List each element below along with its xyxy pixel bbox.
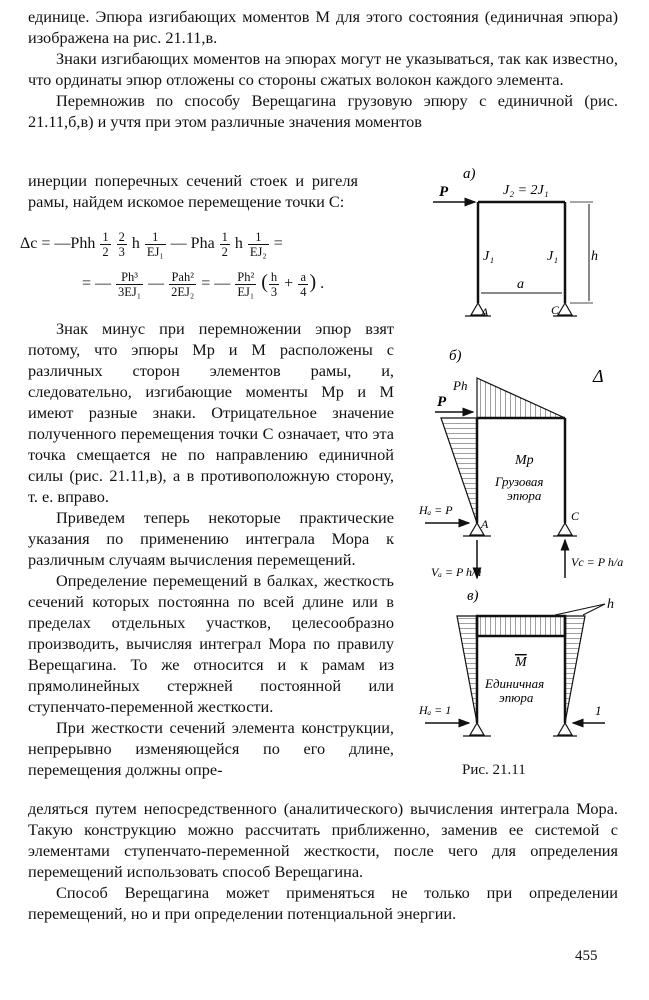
svg-text:эпюра: эпюра <box>507 488 542 503</box>
paragraph-1: единице. Эпюра изгибающих моментов M для этого состояния (единичная эпюра) изображена на рис. 21.11,в. <box>28 7 618 47</box>
svg-text:Единичная: Единичная <box>485 676 545 691</box>
paragraph-7b: деляться путем непосредственного (аналитического) вычисления интеграла Мора. Такую конструкцию можно рассчитать приближенно, заменив ее системой с элементами ступенчато-переменной жесткости, после чего для определения перемещений использовать способ Верещагина. <box>28 799 618 881</box>
paragraph-8: Способ Верещагина может применяться не только при определении перемещений, но и при определении потенциальной энергии. <box>28 883 618 923</box>
text-p3b <box>28 170 358 212</box>
svg-text:Vc = P h/a: Vc = P h/a <box>571 555 624 569</box>
svg-text:Δ: Δ <box>593 366 604 386</box>
formula: Δc = —Phh $\frac{1}{2}$ $\frac{2}{3}$ h $\frac{1}{\text{EJ₁}}$ — Pha $\frac{1}{2}$ h $\frac{1}{\text{EJ₂}}$ = = — $\frac{\text{Ph³}}{\text{3EJ₁}}$ — $\frac{\text{Pah²}}{\text{2EJ₂}}$ = — $\frac{\text{Ph²}}{\text{EJ₁}}$ ( $\frac{h}{3}$ + $\frac{a}{4}$ ) . <box>20 230 325 299</box>
svg-text:A: A <box>481 517 489 531</box>
svg-text:Hₐ = 1: Hₐ = 1 <box>419 703 452 717</box>
paragraph-3a: Перемножив по способу Верещагина грузовую эпюру с единичной (рис. 21.11,б,в) и учтя при этом различные значения моментов <box>28 91 618 131</box>
paragraph-3b: инерции поперечных сечений стоек и ригеля рамы, найдем искомое перемещение точки C: <box>28 171 358 211</box>
svg-text:Mp: Mp <box>515 453 534 468</box>
svg-text:a: a <box>517 277 524 292</box>
svg-text:C: C <box>571 509 580 523</box>
paragraph-5: Приведем теперь некоторые практические указания по применению интеграла Мора к различным случаям вычисления перемещений. <box>28 508 394 569</box>
svg-text:J₁: J₁ <box>547 249 559 264</box>
svg-text:P: P <box>439 184 449 200</box>
figure-caption: Рис. 21.11 <box>462 762 526 778</box>
svg-text:A: A <box>481 305 489 319</box>
svg-text:h: h <box>607 597 614 612</box>
svg-text:1: 1 <box>595 703 602 718</box>
svg-text:эпюра: эпюра <box>499 690 534 705</box>
svg-text:P: P <box>437 394 447 410</box>
frame-diagrams <box>405 168 645 763</box>
svg-text:C: C <box>551 303 560 317</box>
svg-text:Ph: Ph <box>453 378 468 393</box>
text-narrow <box>28 318 394 780</box>
svg-text:в): в) <box>467 588 479 604</box>
diagram-a <box>433 168 598 319</box>
svg-text:M: M <box>515 655 527 670</box>
svg-text:Vₐ = P h/a: Vₐ = P h/a <box>431 565 482 579</box>
svg-text:а): а) <box>463 168 476 182</box>
svg-text:Hₐ = P: Hₐ = P <box>419 503 453 517</box>
paragraph-2: Знаки изгибающих моментов на эпюрах могут не указываться, так как известно, что ординаты эпюр отложены со стороны сжатых волокон каждого элемента. <box>28 49 618 89</box>
paragraph-4: Знак минус при перемножении эпюр взят потому, что эпюры Mp и M расположены с различных сторон элементов рамы, и, следовательно, изгибающие моменты Mp и M имеют разные знаки. Отрицательное значение полученного перемещения точки C означает, что эта точка смещается не по направлению единичной силы (рис. 21.11,в), а в противоположную сторону, т. е. вправо. <box>28 319 394 506</box>
diagram-c <box>418 588 614 736</box>
paragraph-7a: При жесткости сечений элемента конструкции, непрерывно изменяющейся по его длине, перемещения должны опре- <box>28 718 394 779</box>
svg-text:Грузовая: Грузовая <box>495 474 544 489</box>
diagram-b <box>418 348 623 579</box>
figure-21-11 <box>405 168 645 768</box>
svg-text:h: h <box>591 249 598 264</box>
paragraph-6: Определение перемещений в балках, жесткость сечений которых постоянна по всей длине или в пределах отдельных участков, целесообразно производить, вычисляя интеграл Мора по правилу Верещагина. То же относится и к рамам из прямолинейных стержней постоянной или ступенчато-переменной жесткости. <box>28 571 394 716</box>
text-top <box>28 6 618 132</box>
page-number: 455 <box>575 948 598 964</box>
svg-text:J₁: J₁ <box>483 249 495 264</box>
text-bottom <box>28 798 618 924</box>
svg-text:б): б) <box>449 348 462 364</box>
svg-text:J₂ = 2J₁: J₂ = 2J₁ <box>503 183 549 198</box>
